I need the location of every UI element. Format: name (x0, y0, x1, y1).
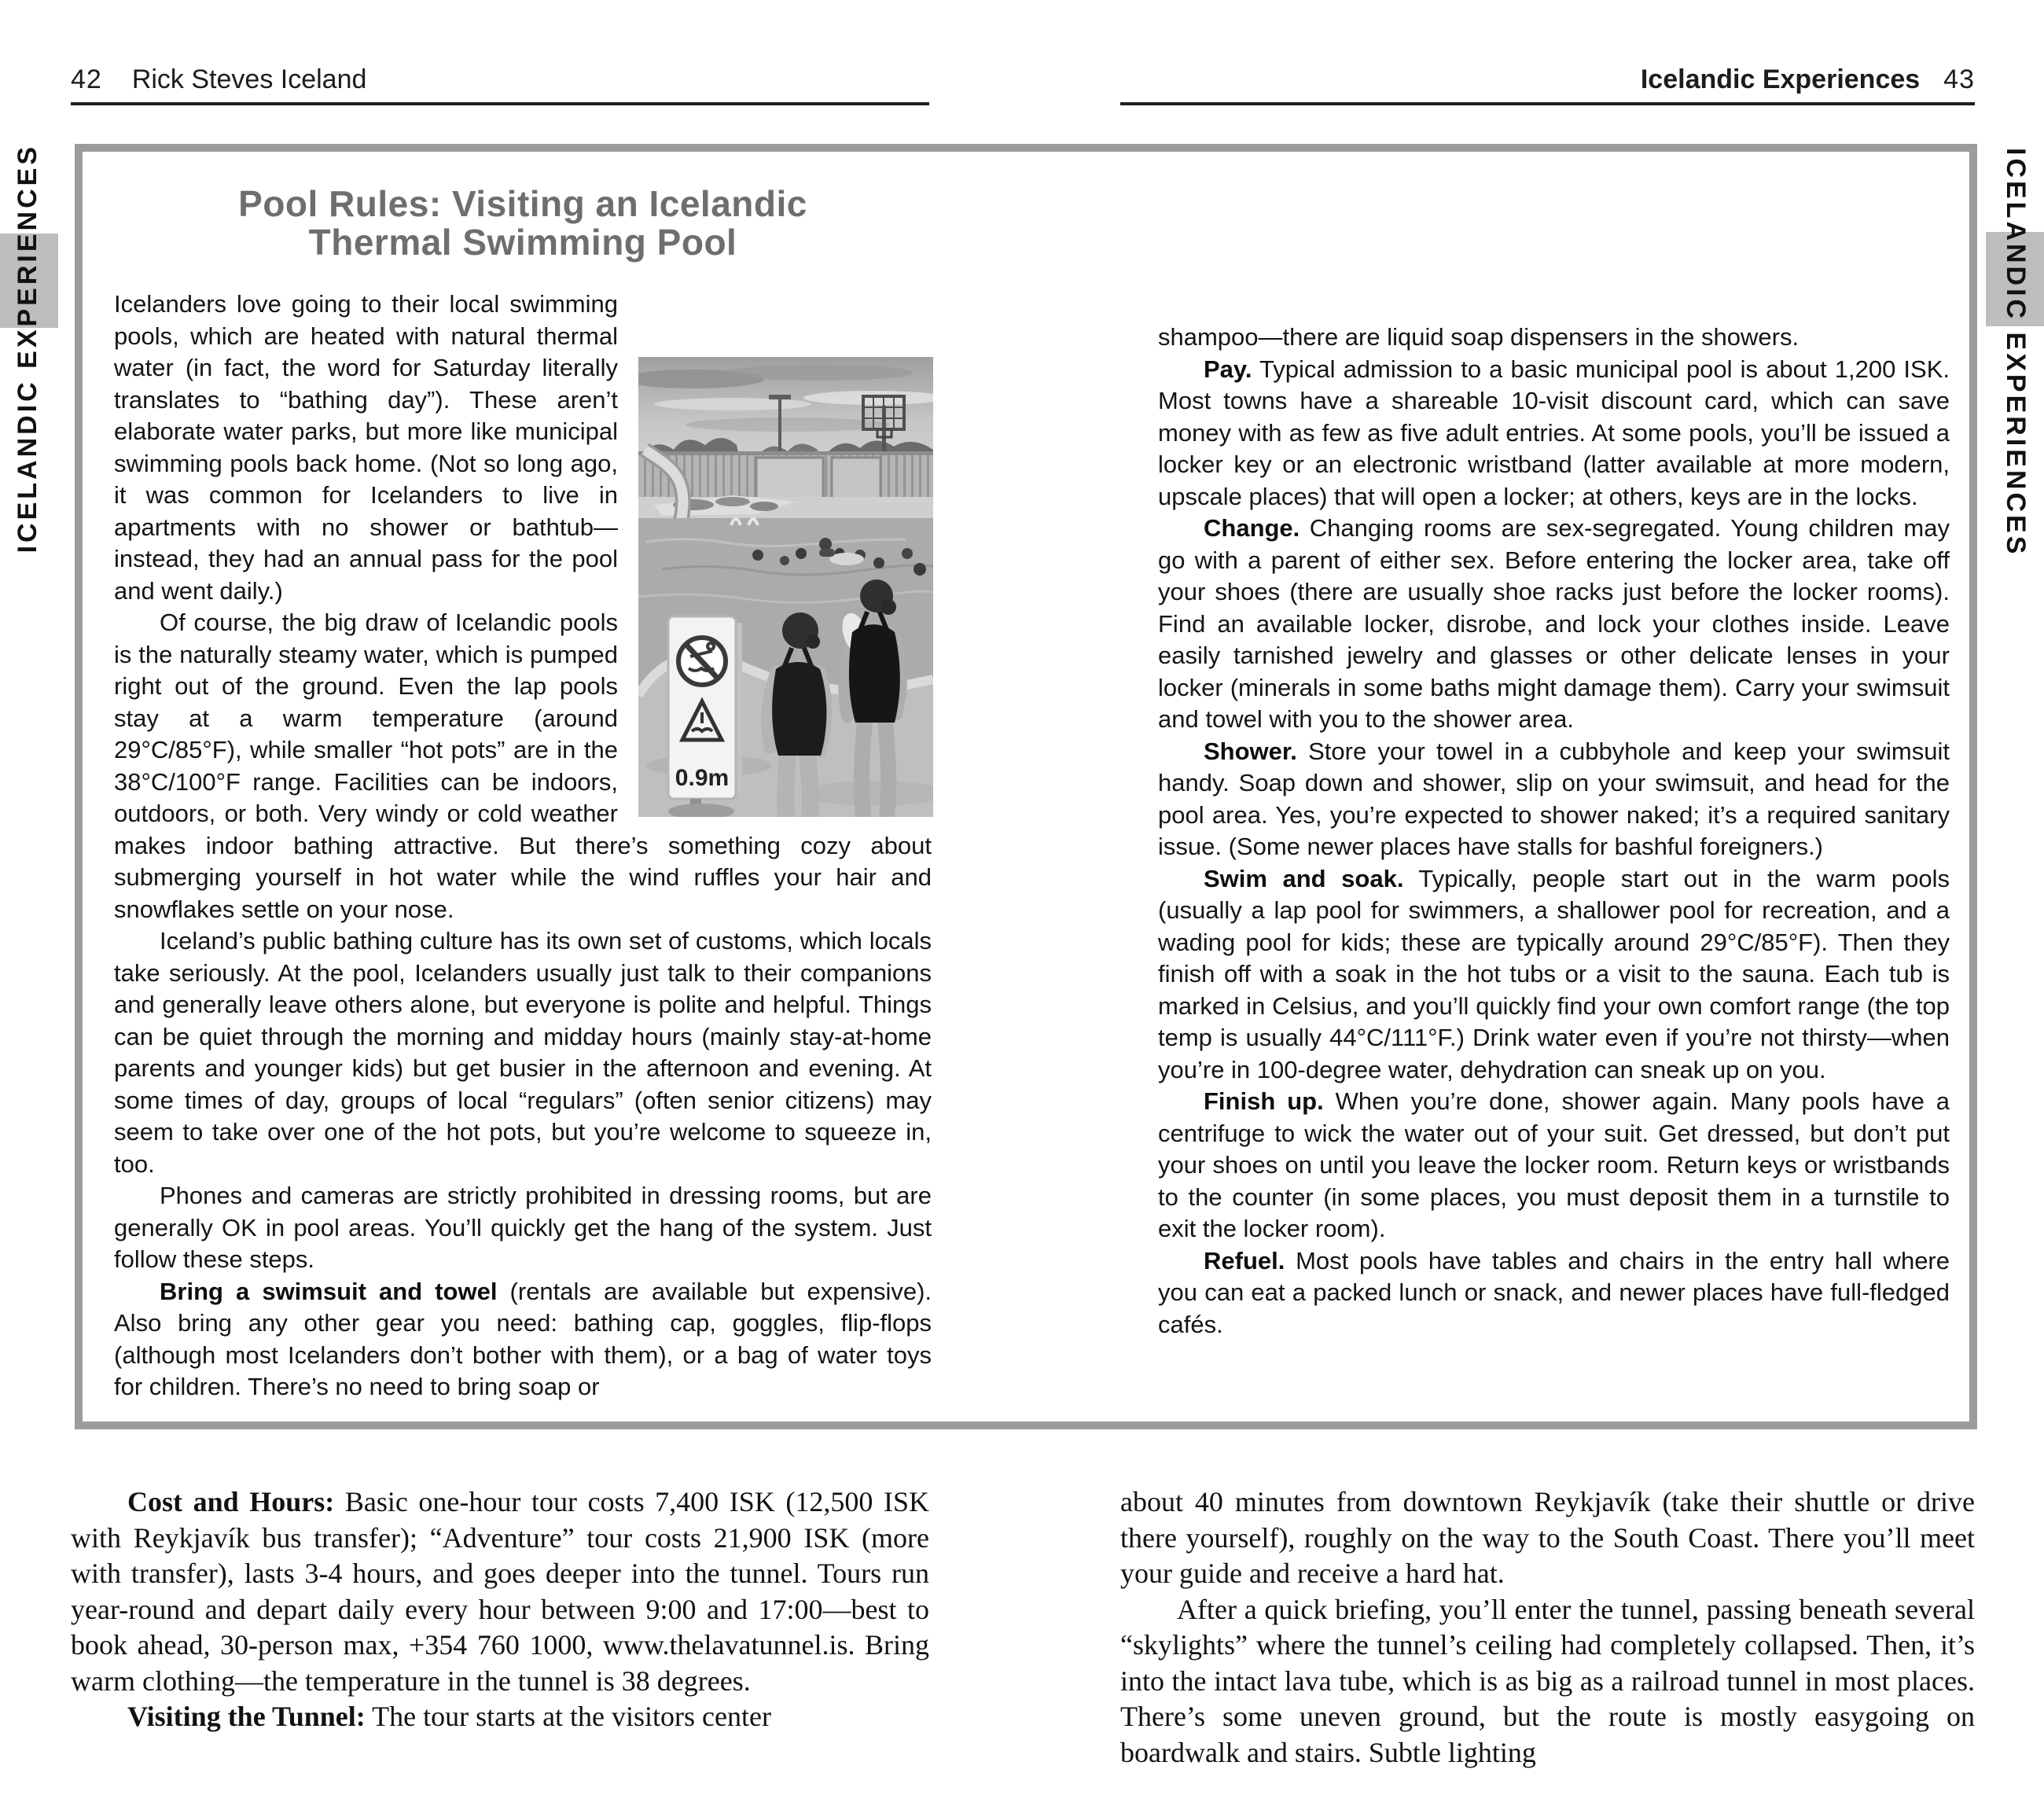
header-right (1641, 66, 1975, 93)
header-rule-right (1120, 102, 1975, 105)
pool-photo-illustration (638, 357, 933, 817)
box-paragraph: Refuel. Most pools have tables and chairs in the entry hall where you can eat a packed lunch or snack, and newer places have full-fledged cafés. (1158, 1246, 1950, 1338)
section-title: Icelandic Experiences (1640, 64, 1921, 94)
body-paragraph: After a quick briefing, you’ll enter the tunnel, passing beneath several “skylights” where the tunnel’s ceiling had completely collapsed. Then, it’s into the intact lava tube, which is as big as a railroad tunnel in most places. There’s some uneven ground, but the route is mostly easygoing on boardwalk and stairs. Subtle lighting (1120, 1593, 1975, 1768)
box-paragraph: Phones and cameras are strictly prohibited in dressing rooms, but are generally OK in pool areas. You’ll quickly get the hang of the system. Just follow these steps. (114, 1182, 932, 1273)
step-lead-pay: Pay. (1204, 355, 1252, 383)
pool-photo (638, 357, 933, 817)
box-paragraph: shampoo—there are liquid soap dispensers in the showers. (1158, 323, 1800, 351)
sign-depth-label: 0.9m (675, 765, 730, 791)
body-text-right-page (1120, 1484, 1975, 1771)
body-paragraph: Cost and Hours: Basic one-hour tour costs 7,400 ISK (12,500 ISK with Reykjavík bus transfer); “Adventure” tour costs 21,900 ISK (more with transfer), lasts 3-4 hours, and goes deeper into the tunnel. Tours run year-round and depart daily every hour between 9:00 and 17:00—best to book ahead, 30-person max, +354 760 1000, www.thelavatunnel.is. Bring warm clothing—the temperature in the tunnel is 38 degrees. (71, 1486, 929, 1697)
step-lead-finish: Finish up. (1204, 1087, 1324, 1115)
sidebar-left-column (114, 185, 932, 1403)
lead-cost-and-hours: Cost and Hours: (127, 1486, 335, 1517)
header-rule-left (71, 102, 929, 105)
box-paragraph: Shower. Store your towel in a cubbyhole and keep your swimsuit handy. Soap down and shower, slip on your swimsuit, and head for the pool area. Yes, you’re expected to shower naked; it’s a required sanitary issue. (Some newer places have stalls for bashful foreigners.) (1158, 737, 1950, 860)
box-paragraph: Finish up. When you’re done, shower again. Many pools have a centrifuge to wick the water out of your suit. Get dressed, but don’t put your shoes on until you leave the locker room. Return keys or wristbands to the counter (in some places, you must deposit them in a turnstile to exit the locker room). (1158, 1087, 1950, 1242)
no-diving-sign (668, 616, 742, 817)
box-paragraph: Iceland’s public bathing culture has its own set of customs, which locals take seriously. At the pool, Icelanders usually just talk to their companions and generally leave others alone, but everyone is polite and helpful. Things can be quiet through the morning and midday hours (mainly stay-at-home parents and younger kids) but get busier in the afternoon and evening. At some times of day, groups of local “regulars” (often senior citizens) may seem to take over one of the hot pots, but you’re welcome to squeeze in, too. (114, 927, 932, 1178)
page-number-left: 42 (71, 64, 102, 94)
margin-tab-right: ICELANDIC EXPERIENCES (2001, 148, 2031, 557)
body-text-left-page (71, 1484, 929, 1735)
header-left (71, 66, 366, 93)
box-paragraph: Of course, the big draw of Icelandic pools is the naturally steamy water, which is pumped right out of the ground. Even the lap pools stay at a warm temperature (around 29°C/85°F), while smaller “hot pots” are in the 38°C/100°F range. Facilities can be indoors, outdoors, or both. Very windy or cold weather makes indoor bathing attractive. But there’s something cozy about submerging yourself in hot water while the wind ruffles your hair and snowflakes settle on your nose. (114, 609, 932, 923)
margin-tab-left: ICELANDIC EXPERIENCES (13, 144, 42, 554)
lead-visiting-the-tunnel: Visiting the Tunnel: (127, 1701, 366, 1732)
box-paragraph: Bring a swimsuit and towel (rentals are available but expensive). Also bring any other gear you need: bathing cap, goggles, flip-flops (although most Icelanders don’t bother with them), or a bag of water toys for children. There’s no need to bring soap or (114, 1277, 932, 1400)
step-lead-shower: Shower. (1204, 737, 1297, 765)
page-number-right: 43 (1943, 64, 1975, 94)
pool-rules-sidebar-box (75, 144, 1977, 1429)
sidebar-title-line1: Pool Rules: Visiting an Icelandic (238, 183, 807, 224)
sidebar-right-column (1158, 322, 1950, 1341)
box-paragraph: Swim and soak. Typically, people start out in the warm pools (usually a lap pool for swimmers, a shallower pool for recreation, and a wading pool for kids; these are typically around 29°C/85°F). Then they finish off with a soak in the hot tubs or a visit to the sauna. Each tub is marked in Celsius, and you’ll quickly find your own comfort range (the top temp is usually 44°C/111°F.) Drink water even if you’re not thirsty—when you’re in 100-degree water, dehydration can sneak up on you. (1158, 864, 1950, 1083)
step-lead-bring: Bring a swimsuit and towel (160, 1277, 498, 1305)
box-paragraph: Change. Changing rooms are sex-segregated. Young children may go with a parent of either sex. Before entering the locker area, take off your shoes (there are usually shoe racks just before the locker rooms). Find an available locker, disrobe, and lock your clothes inside. Leave easily tarnished jewelry and glasses or other delicate lenses in your locker (minerals in some baths might damage them). Carry your swimsuit and towel with you to the shower area. (1158, 514, 1950, 733)
box-paragraph: Icelanders love going to their local swimming pools, which are heated with natural thermal water (in fact, the word for Saturday literally translates to “bathing day”). These aren’t elaborate water parks, but more like municipal swimming pools back home. (Not so long ago, it was common for Icelanders to live in apartments with no shower or bathtub—instead, they had an annual pass for the pool and went daily.) (114, 290, 618, 605)
box-paragraph: Pay. Typical admission to a basic municipal pool is about 1,200 ISK. Most towns have a shareable 10-visit discount card, which can save money with as few as five adult entries. At some pools, you’ll be issued a locker key or an electronic wristband (latter available at more modern, upscale places) that will open a locker; at others, keys are in the locks. (1158, 355, 1950, 510)
body-paragraph: Visiting the Tunnel: The tour starts at the visitors center (127, 1701, 771, 1732)
step-lead-refuel: Refuel. (1204, 1246, 1285, 1274)
step-lead-swim: Swim and soak. (1204, 864, 1404, 892)
body-paragraph: about 40 minutes from downtown Reykjavík (take their shuttle or drive there yourself), roughly on the way to the South Coast. There you’ll meet your guide and receive a hard hat. (1120, 1486, 1975, 1589)
step-lead-change: Change. (1204, 514, 1300, 542)
book-title: Rick Steves Iceland (131, 64, 367, 94)
sidebar-title (114, 185, 932, 262)
sidebar-title-line2: Thermal Swimming Pool (308, 222, 737, 263)
